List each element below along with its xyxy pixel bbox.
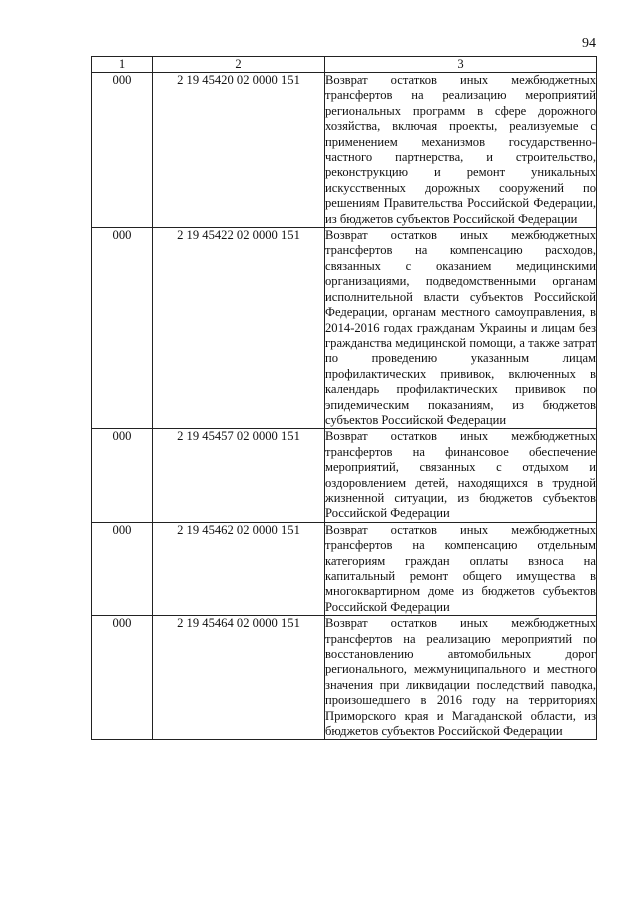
column-header-1: 1 xyxy=(92,57,153,73)
description-cell: Возврат остатков иных межбюджетных трансфертов на реализацию мероприятий региональных программ в сфере дорожного хозяйства, включая проекты, реализуемые с применением механизмов государственно-частного партнерства, и строительство, реконструкцию и ремонт уникальных искусственных дорожных сооружений по решениям Правительства Российской Федерации, из бюджетов субъектов Российской Федерации xyxy=(325,73,596,226)
table-row xyxy=(92,616,597,740)
description-cell: Возврат остатков иных межбюджетных трансфертов на компенсацию отдельным категориям граждан оплаты взноса на капитальный ремонт общего имущества в многоквартирном доме из бюджетов субъектов Российской Федерации xyxy=(325,522,596,614)
budget-code-cell: 2 19 45422 02 0000 151 xyxy=(153,228,325,429)
table-row xyxy=(92,429,597,522)
admin-code-cell: 000 xyxy=(92,616,153,740)
admin-code-cell: 000 xyxy=(92,522,153,615)
description-cell: Возврат остатков иных межбюджетных трансфертов на финансовое обеспечение мероприятий, связанных с отдыхом и оздоровлением детей, находящихся в трудной жизненной ситуации, из бюджетов субъектов Российской Федерации xyxy=(325,429,596,521)
column-header-3: 3 xyxy=(325,57,597,73)
description-cell: Возврат остатков иных межбюджетных трансфертов на компенсацию расходов, связанных с оказанием медицинскими организациями, подведомственными органам исполнительной власти субъектов Российской Федерации, органам местного самоуправления, в 2014-2016 годах гражданам Украины и лицам без гражданства медицинской помощи, а также затрат по проведению указанным лицам профилактических прививок, включенных в календарь профилактических прививок по эпидемическим показаниям, из бюджетов субъектов Российской Федерации xyxy=(325,228,596,427)
admin-code-cell: 000 xyxy=(92,429,153,522)
budget-code-cell: 2 19 45420 02 0000 151 xyxy=(153,73,325,228)
budget-code-cell: 2 19 45464 02 0000 151 xyxy=(153,616,325,740)
page-number: 94 xyxy=(582,36,596,51)
table-row xyxy=(92,228,597,429)
description-cell: Возврат остатков иных межбюджетных трансфертов на реализацию мероприятий по восстановлению автомобильных дорог регионального, межмуниципального и местного значения при ликвидации последствий паводка, произошедшего в 2016 году на территориях Приморского края и Магаданской области, из бюджетов субъектов Российской Федерации xyxy=(325,616,596,739)
table-row xyxy=(92,522,597,615)
budget-code-cell: 2 19 45462 02 0000 151 xyxy=(153,522,325,615)
table-row xyxy=(92,73,597,228)
table-header-row xyxy=(92,57,597,73)
admin-code-cell: 000 xyxy=(92,228,153,429)
admin-code-cell: 000 xyxy=(92,73,153,228)
budget-codes-table xyxy=(91,56,597,740)
column-header-2: 2 xyxy=(153,57,325,73)
budget-code-cell: 2 19 45457 02 0000 151 xyxy=(153,429,325,522)
